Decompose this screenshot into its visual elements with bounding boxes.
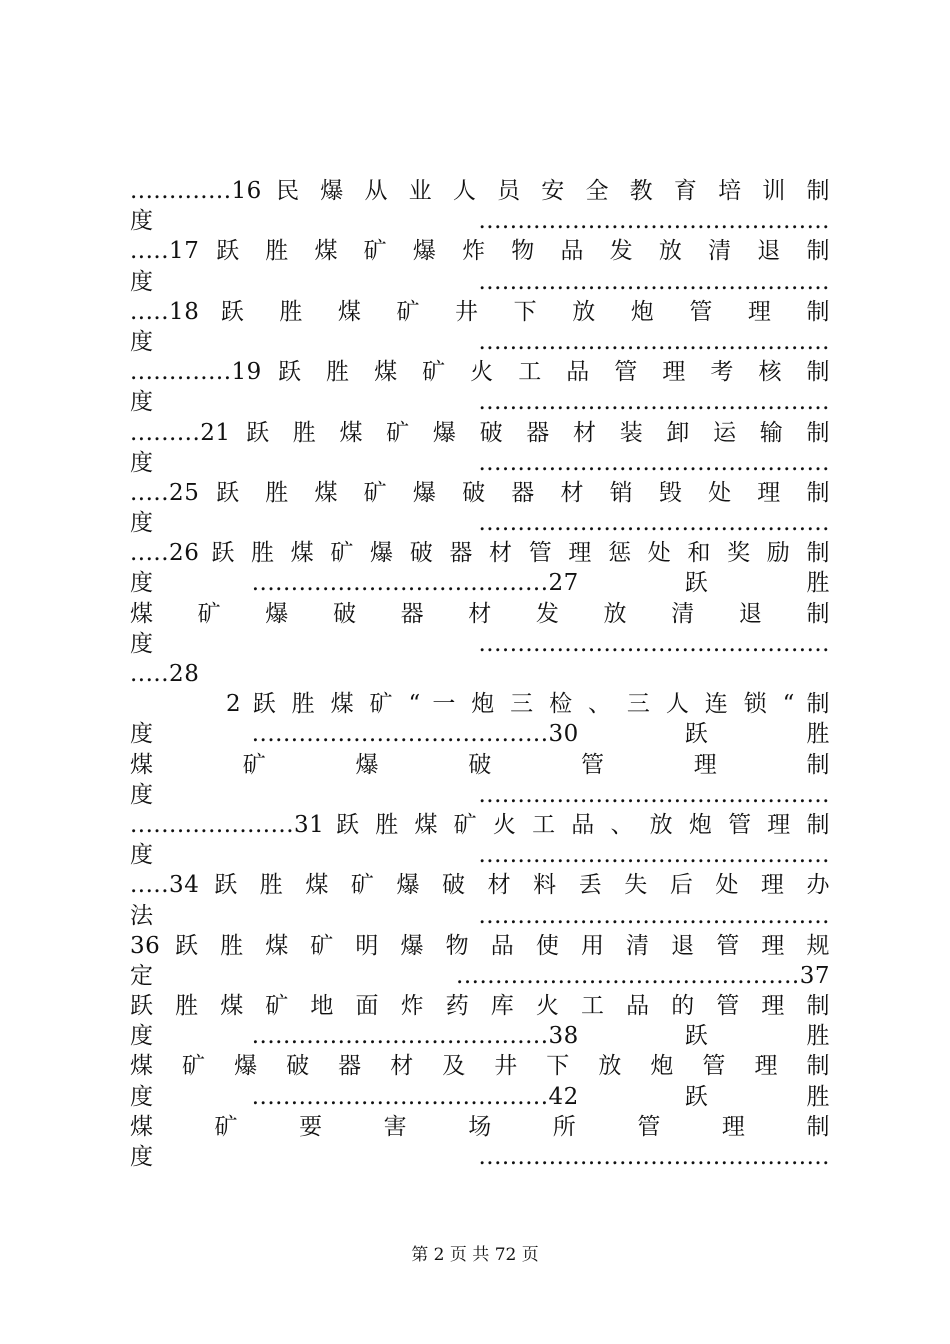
toc-line: 度............................................. [130, 328, 830, 355]
toc-line: 度......................................38 跃胜 [130, 1023, 830, 1050]
toc-line: 度............................................. [130, 208, 830, 235]
toc-line: .....28 [130, 661, 200, 687]
toc-line: 煤 矿 爆 破 器 材 及 井 下 放 炮 管 理 制 [130, 1053, 830, 1080]
toc-line: .....................31 跃 胜 煤 矿 火 工 品 、 放 炮 管 理 制 [130, 811, 830, 838]
toc-line: .............16 民 爆 从 业 人 员 安 全 教 育 培 训 制 [130, 178, 830, 204]
toc-line: .....18 跃 胜 煤 矿 井 下 放 炮 管 理 制 [130, 298, 830, 325]
toc-line: .....26 跃 胜 煤 矿 爆 破 器 材 管 理 惩 处 和 奖 励 制 [130, 540, 830, 567]
toc-line: 2 跃 胜 煤 矿 “ 一 炮 三 检 、 三 人 连 锁 “ 制 [226, 691, 830, 718]
toc-line: 度............................................. [130, 389, 830, 416]
toc-line: 度......................................42 跃胜 [130, 1083, 830, 1110]
toc-line: 度............................................. [130, 842, 830, 869]
toc-line: 度............................................. [130, 630, 830, 657]
page-number-footer: 第 2 页 共 72 页 [411, 1245, 539, 1265]
toc-line: 度............................................. [130, 510, 830, 537]
toc-line: 度............................................. [130, 449, 830, 476]
toc-line: 定 ............................................37 [130, 962, 830, 989]
toc-line: .....17 跃 胜 煤 矿 爆 炸 物 品 发 放 清 退 制 [130, 238, 830, 265]
toc-line: 跃 胜 煤 矿 地 面 炸 药 库 火 工 品 的 管 理 制 [130, 993, 830, 1020]
toc-line: 度............................................. [130, 1144, 830, 1170]
toc-line: .....34 跃 胜 煤 矿 爆 破 材 料 丢 失 后 处 理 办 [130, 872, 830, 899]
table-of-contents [130, 176, 830, 1172]
toc-line: 煤 矿 爆 破 器 材 发 放 清 退 制 [130, 600, 830, 627]
toc-line: 煤 矿 要 害 场 所 管 理 制 [130, 1113, 830, 1140]
toc-line: 度......................................27 跃胜 [130, 570, 830, 597]
toc-line: 36 跃 胜 煤 矿 明 爆 物 品 使 用 清 退 管 理 规 [130, 932, 830, 959]
toc-line: 煤 矿 爆 破 管 理 制 [130, 751, 830, 778]
toc-line: 度......................................30 跃胜 [130, 721, 830, 748]
toc-line: .........21 跃 胜 煤 矿 爆 破 器 材 装 卸 运 输 制 [130, 419, 830, 446]
toc-line: .............19 跃 胜 煤 矿 火 工 品 管 理 考 核 制 [130, 359, 830, 386]
toc-line: 法............................................. [130, 902, 830, 929]
toc-line: 度............................................. [130, 781, 830, 808]
toc-line: .....25 跃 胜 煤 矿 爆 破 器 材 销 毁 处 理 制 [130, 479, 830, 506]
toc-line: 度............................................. [130, 268, 830, 295]
